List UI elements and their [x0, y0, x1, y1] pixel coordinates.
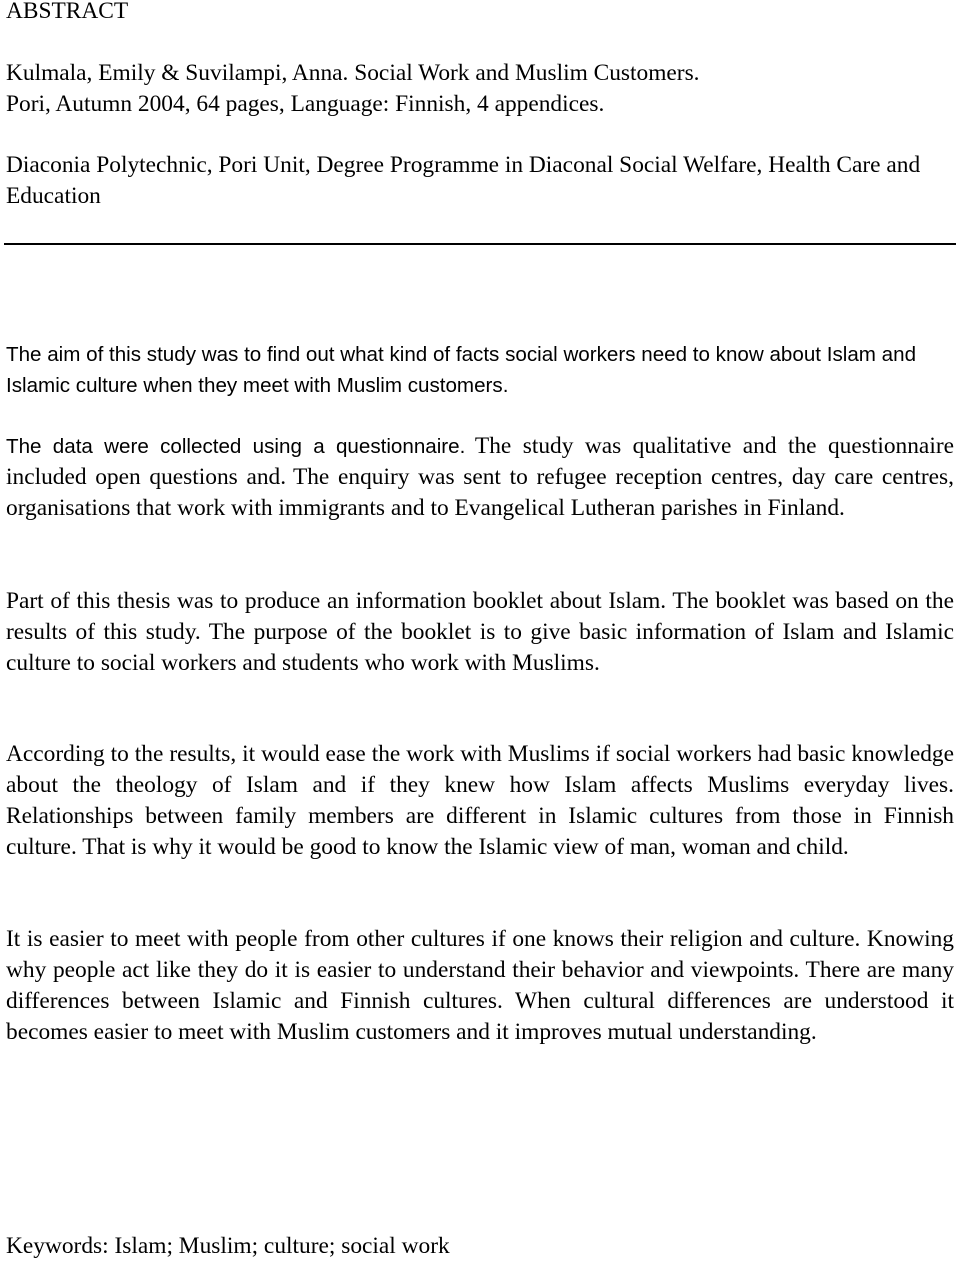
institution-info: Diaconia Polytechnic, Pori Unit, Degree Programme in Diaconal Social Welfare, Health Care and Education: [6, 152, 921, 209]
authors-title-line: Kulmala, Emily & Suvilampi, Anna. Social Work and Muslim Customers.: [6, 60, 700, 86]
aim-paragraph: The aim of this study was to find out what kind of facts social workers need to know about Islam and Islamic culture when they meet with Muslim customers.: [6, 343, 917, 397]
publication-details-line: Pori, Autumn 2004, 64 pages, Language: Finnish, 4 appendices.: [6, 91, 605, 117]
separator-line: [4, 243, 956, 245]
enquiry-recipients-sentence: The enquiry was sent to refugee reception centres, day care centres, organisations that work with immigrants and to Evangelical Lutheran parishes in Finland.: [6, 464, 954, 521]
keywords-line: Keywords: Islam; Muslim; culture; social work: [6, 1233, 450, 1259]
booklet-paragraph: Part of this thesis was to produce an information booklet about Islam. The booklet was based on the results of this study. The purpose of the booklet is to give basic information of Islam and Islamic culture to social workers and students who work with Muslims.: [6, 588, 954, 676]
bibliographic-info: [6, 58, 954, 120]
conclusion-paragraph: It is easier to meet with people from other cultures if one knows their religion and culture. Knowing why people act like they do it is easier to understand their behavior and viewpoints. There are many differences between Islamic and Finnish cultures. When cultural differences are understood it becomes easier to meet with Muslim customers and it improves mutual understanding.: [6, 926, 954, 1045]
data-collection-paragraph: [6, 431, 954, 524]
abstract-heading: ABSTRACT: [6, 0, 129, 24]
results-paragraph: According to the results, it would ease the work with Muslims if social workers had basic knowledge about the theology of Islam and if they knew how Islam affects Muslims everyday lives. Relationships between family members are different in Islamic cultures from those in Finnish culture. That is why it would be good to know the Islamic view of man, woman and child.: [6, 741, 954, 860]
data-method-sentence: The data were collected using a questionnaire.: [6, 435, 466, 458]
study-type-sentence: The study was qualitative and the questionnaire included open questions and.: [6, 433, 954, 490]
